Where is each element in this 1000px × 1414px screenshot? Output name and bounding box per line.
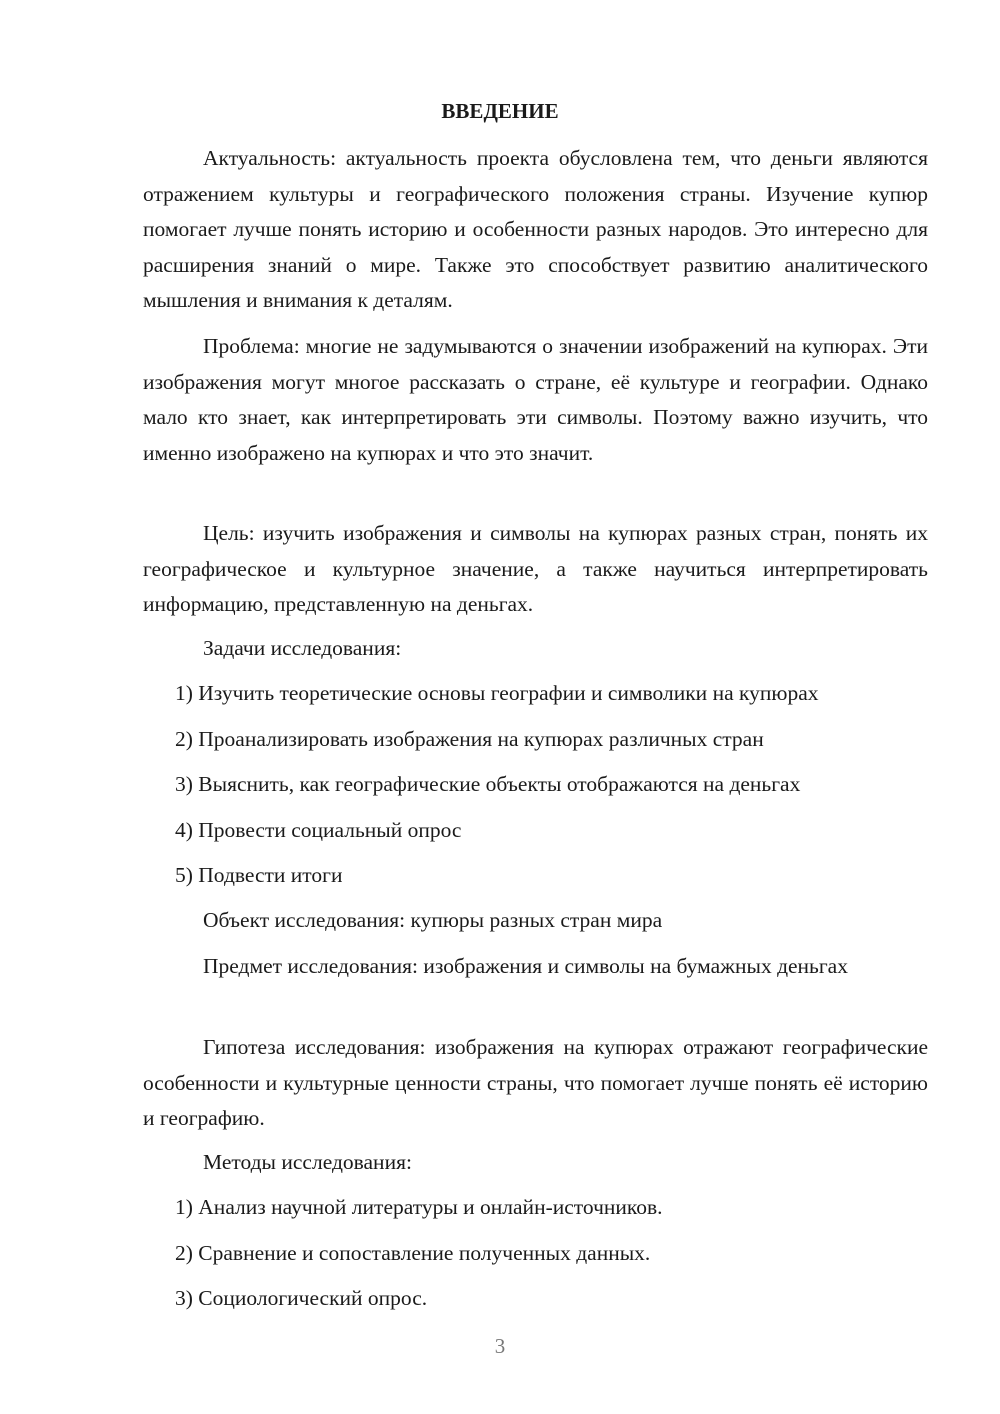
subject-paragraph: Предмет исследования: изображения и символы на бумажных деньгах <box>203 954 848 978</box>
task-item-4: 4) Провести социальный опрос <box>175 818 462 842</box>
methods-heading: Методы исследования: <box>203 1150 412 1174</box>
method-item-2: 2) Сравнение и сопоставление полученных данных. <box>175 1241 651 1265</box>
task-item-1: 1) Изучить теоретические основы географии и символики на купюрах <box>175 681 819 705</box>
tasks-heading: Задачи исследования: <box>203 636 402 660</box>
task-item-5: 5) Подвести итоги <box>175 863 343 887</box>
relevance-paragraph: Актуальность: актуальность проекта обусловлена тем, что деньги являются отражением культуры и географического положения страны. Изучение купюр помогает лучше понять историю и особенности разных народов. Это интересно для расширения знаний о мире. Также это способствует развитию аналитического мышления и внимания к деталям. <box>143 146 928 312</box>
problem-paragraph: Проблема: многие не задумываются о значении изображений на купюрах. Эти изображения могут многое рассказать о стране, её культуре и географии. Однако мало кто знает, как интерпретировать эти символы. Поэтому важно изучить, что именно изображено на купюрах и что это значит. <box>143 334 928 465</box>
section-title: ВВЕДЕНИЕ <box>441 99 559 123</box>
method-item-3: 3) Социологический опрос. <box>175 1286 428 1310</box>
task-item-3: 3) Выяснить, как географические объекты отображаются на деньгах <box>175 772 801 796</box>
method-item-1: 1) Анализ научной литературы и онлайн-источников. <box>175 1195 663 1219</box>
task-item-2: 2) Проанализировать изображения на купюрах различных стран <box>175 727 764 751</box>
goal-paragraph: Цель: изучить изображения и символы на купюрах разных стран, понять их географическое и культурное значение, а также научиться интерпретировать информацию, представленную на деньгах. <box>143 521 928 616</box>
page-number: 3 <box>494 1334 506 1358</box>
hypothesis-paragraph: Гипотеза исследования: изображения на купюрах отражают географические особенности и культурные ценности страны, что помогает лучше понять её историю и географию. <box>143 1035 928 1130</box>
object-paragraph: Объект исследования: купюры разных стран мира <box>203 908 663 932</box>
